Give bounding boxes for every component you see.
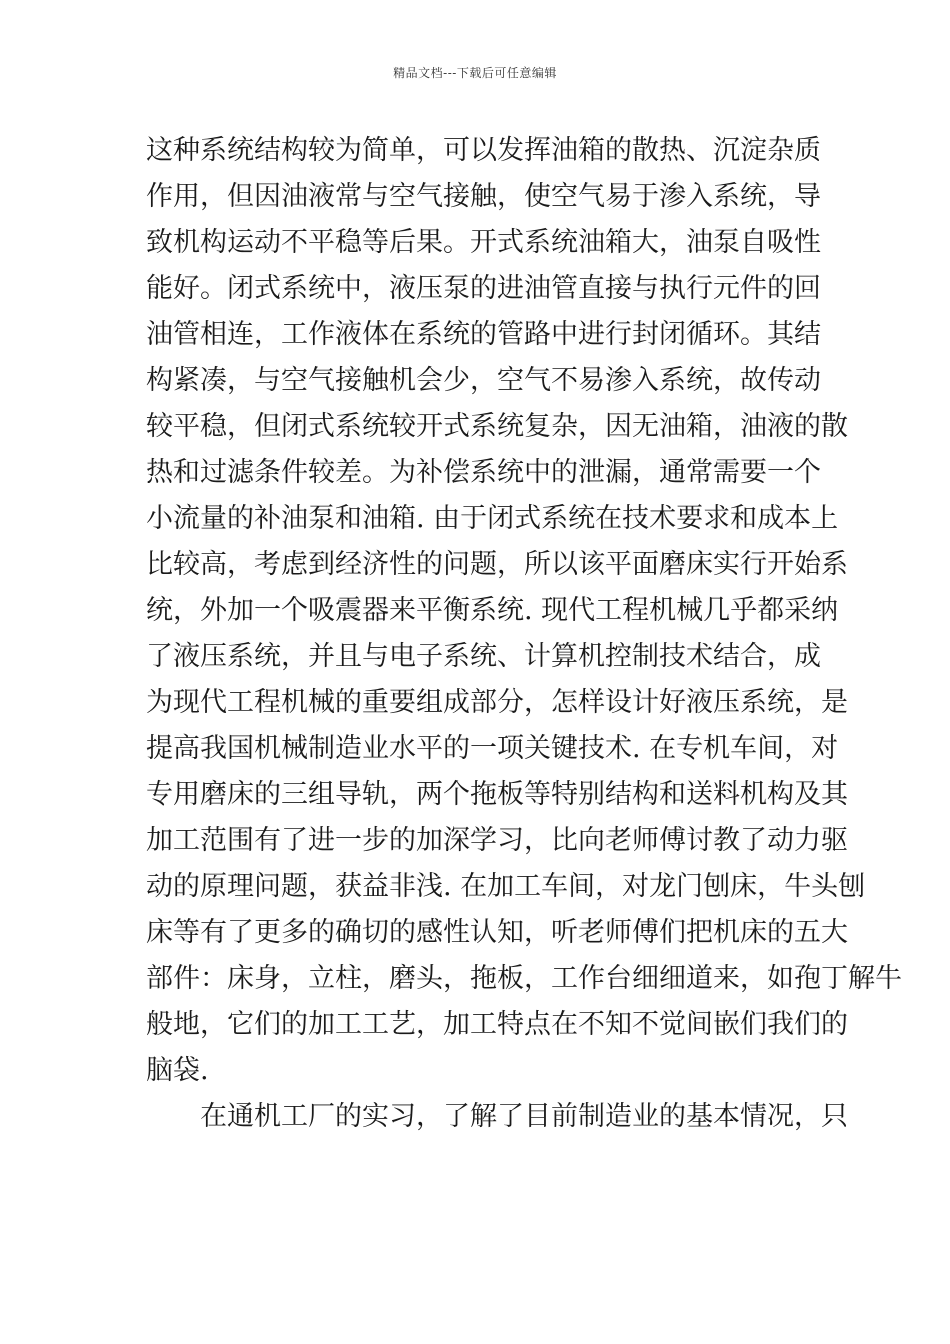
paragraph-2 (146, 1094, 848, 1140)
text-line: 在通机工厂的实习，了解了目前制造业的基本情况，只 (200, 1101, 848, 1132)
text-line: 了液压系统，并且与电子系统、计算机控制技术结合，成 (146, 641, 821, 672)
paragraph-1 (146, 128, 902, 1094)
text-line: 作用，但因油液常与空气接触，使空气易于渗入系统，导 (146, 181, 821, 212)
text-line: 小流量的补油泵和油箱. 由于闭式系统在技术要求和成本上 (146, 503, 839, 534)
text-line: 为现代工程机械的重要组成部分，怎样设计好液压系统，是 (146, 687, 848, 718)
text-line: 脑袋. (146, 1055, 209, 1086)
text-line: 这种系统结构较为简单，可以发挥油箱的散热、沉淀杂质 (146, 135, 821, 166)
text-line: 动的原理问题，获益非浅. 在加工车间，对龙门刨床，牛头刨 (146, 871, 866, 902)
body-text (146, 128, 902, 1140)
page-header: 精品文档---下载后可任意编辑 (393, 66, 557, 80)
text-line: 热和过滤条件较差。为补偿系统中的泄漏，通常需要一个 (146, 457, 821, 488)
text-line: 部件：床身，立柱，磨头，拖板，工作台细细道来，如孢丁解牛 (146, 963, 902, 994)
text-line: 统，外加一个吸震器来平衡系统. 现代工程机械几乎都采纳 (146, 595, 839, 626)
text-line: 专用磨床的三组导轨，两个拖板等特别结构和送料机构及其 (146, 779, 848, 810)
text-line: 加工范围有了进一步的加深学习，比向老师傅讨教了动力驱 (146, 825, 848, 856)
text-line: 构紧凑，与空气接触机会少，空气不易渗入系统，故传动 (146, 365, 821, 396)
text-line: 致机构运动不平稳等后果。开式系统油箱大，油泵自吸性 (146, 227, 821, 258)
text-line: 比较高，考虑到经济性的问题，所以该平面磨床实行开始系 (146, 549, 848, 580)
text-line: 能好。闭式系统中，液压泵的进油管直接与执行元件的回 (146, 273, 821, 304)
text-line: 床等有了更多的确切的感性认知，听老师傅们把机床的五大 (146, 917, 848, 948)
text-line: 般地，它们的加工工艺，加工特点在不知不觉间嵌们我们的 (146, 1009, 848, 1040)
text-line: 提高我国机械制造业水平的一项关键技术. 在专机车间，对 (146, 733, 839, 764)
text-line: 较平稳，但闭式系统较开式系统复杂，因无油箱，油液的散 (146, 411, 848, 442)
text-line: 油管相连，工作液体在系统的管路中进行封闭循环。其结 (146, 319, 821, 350)
